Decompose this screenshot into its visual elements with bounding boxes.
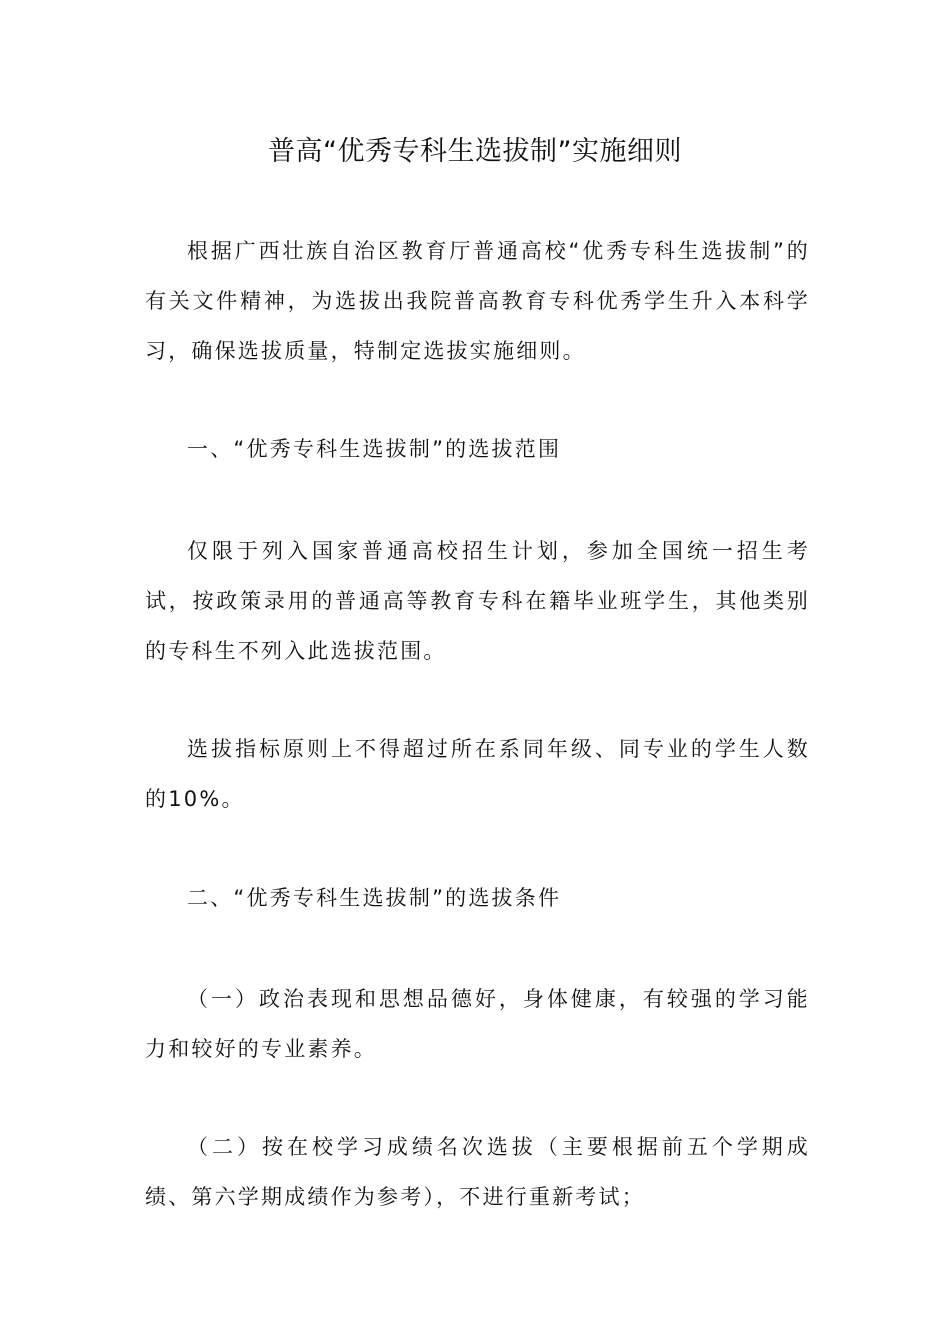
intro-paragraph: 根据广西壮族自治区教育厅普通高校“优秀专科生选拔制”的有关文件精神，为选拔出我院普高教育专科优秀学生升入本科学习，确保选拔质量，特制定选拔实施细则。 [145, 239, 810, 363]
section-heading-scope: 一、“优秀专科生选拔制”的选拔范围 [187, 437, 562, 461]
condition-item-1: （一）政治表现和思想品德好，身体健康，有较强的学习能力和较好的专业素养。 [145, 987, 810, 1061]
quota-paragraph: 选拔指标原则上不得超过所在系同年级、同专业的学生人数的10%。 [145, 737, 810, 811]
scope-paragraph: 仅限于列入国家普通高校招生计划，参加全国统一招生考试，按政策录用的普通高等教育专科在籍毕业班学生，其他类别的专科生不列入此选拔范围。 [145, 539, 810, 663]
condition-item-2: （二）按在校学习成绩名次选拔（主要根据前五个学期成绩、第六学期成绩作为参考），不进行重新考试； [145, 1135, 810, 1209]
section-heading-conditions: 二、“优秀专科生选拔制”的选拔条件 [187, 886, 562, 910]
document-title: 普高“优秀专科生选拔制”实施细则 [268, 136, 682, 167]
